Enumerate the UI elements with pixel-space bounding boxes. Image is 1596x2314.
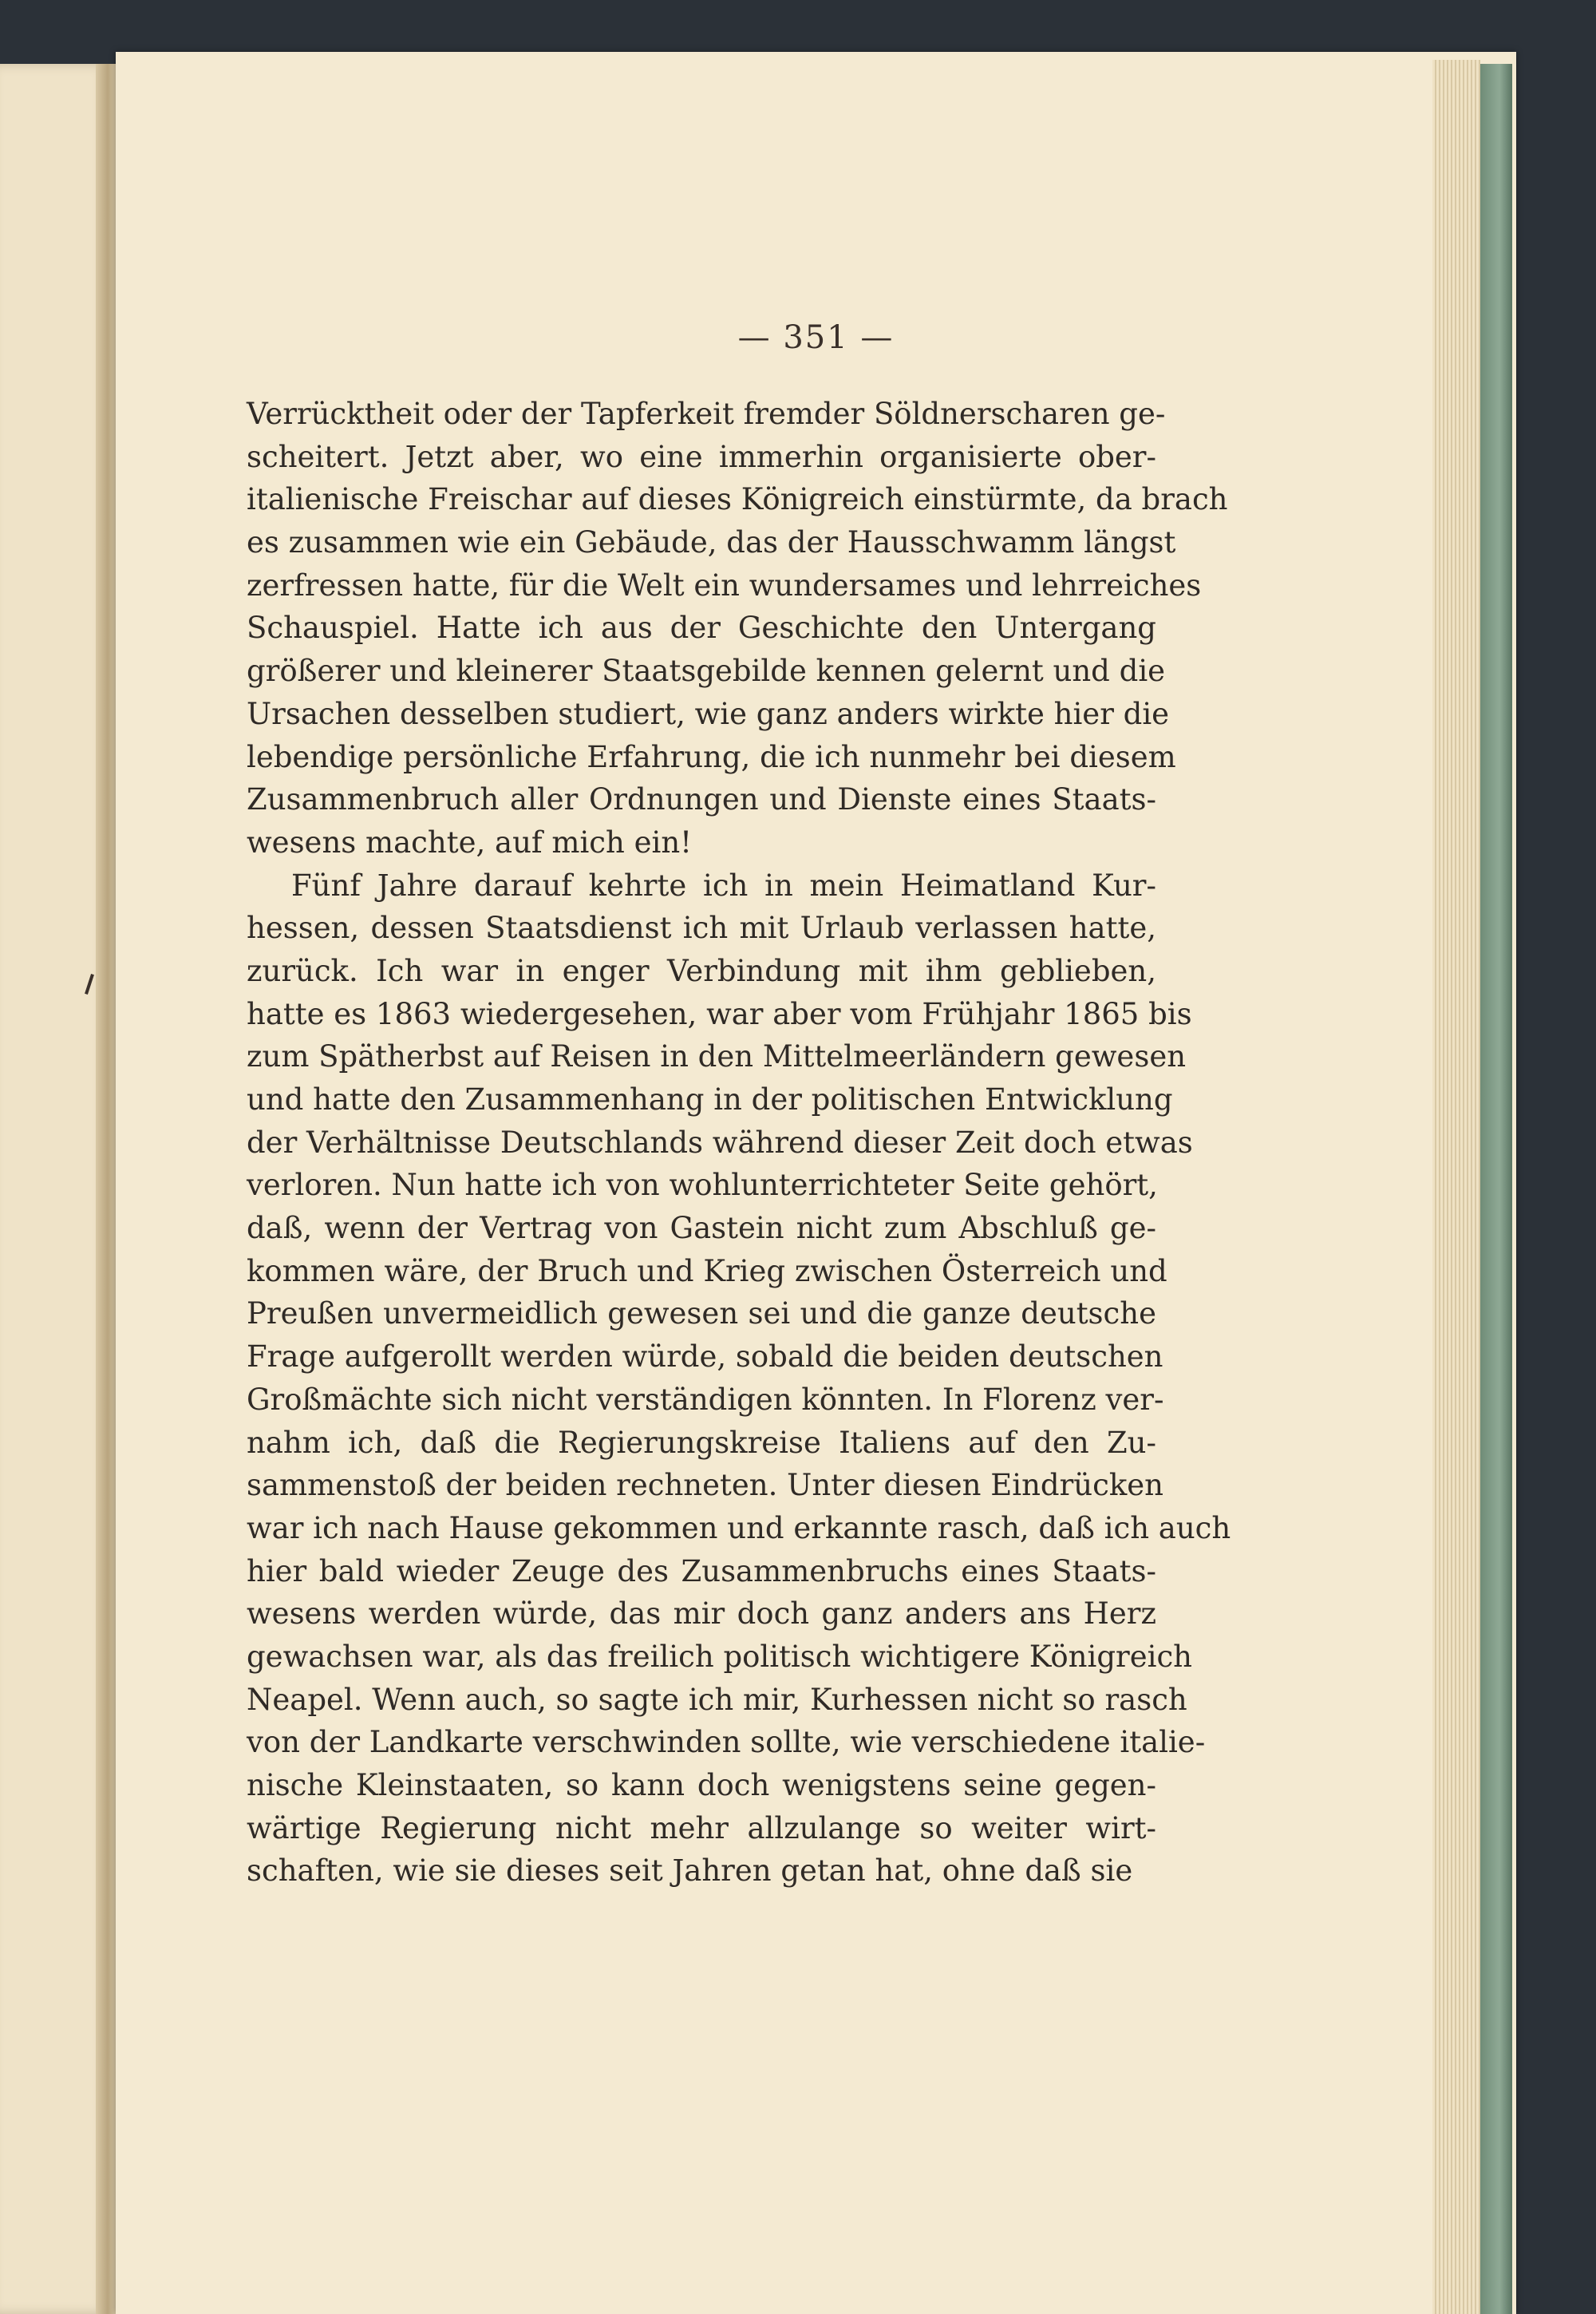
text-line: von der Landkarte verschwinden sollte, wie verschiedene italie- [247, 1725, 1206, 1760]
body-text [247, 393, 1231, 1893]
book-cover-edge [1480, 64, 1512, 2314]
text-line: Zusammenbruch aller Ordnungen und Dienste eines Staats- [247, 782, 1156, 817]
text-line: wesens machte, auf mich ein! [247, 825, 693, 860]
text-line: hatte es 1863 wiedergesehen, war aber vom Frühjahr 1865 bis [247, 996, 1192, 1031]
text-line: und hatte den Zusammenhang in der politischen Entwicklung [247, 1082, 1173, 1117]
text-line: Schauspiel. Hatte ich aus der Geschichte den Untergang [247, 611, 1156, 646]
text-line: Verrücktheit oder der Tapferkeit fremder Söldnerscharen ge- [247, 397, 1166, 431]
text-line: zum Spätherbst auf Reisen in den Mittelmeerländern gewesen [247, 1039, 1187, 1074]
text-line: nahm ich, daß die Regierungskreise Italiens auf den Zu- [247, 1425, 1156, 1460]
text-line: Großmächte sich nicht verständigen könnten. In Florenz ver- [247, 1382, 1164, 1417]
text-line: Preußen unvermeidlich gewesen sei und die ganze deutsche [247, 1296, 1156, 1331]
text-line: scheitert. Jetzt aber, wo eine immerhin organisierte ober- [247, 439, 1156, 474]
text-line: sammenstoß der beiden rechneten. Unter diesen Eindrücken [247, 1468, 1164, 1503]
page-edge-stack [1432, 60, 1480, 2314]
text-line: der Verhältnisse Deutschlands während dieser Zeit doch etwas [247, 1125, 1193, 1160]
text-line: wärtige Regierung nicht mehr allzulange so weiter wirt- [247, 1810, 1156, 1845]
text-line: es zusammen wie ein Gebäude, das der Hausschwamm längst [247, 525, 1176, 560]
text-line: italienische Freischar auf dieses Königreich einstürmte, da brach [247, 482, 1228, 517]
text-line: hessen, dessen Staatsdienst ich mit Urlaub verlassen hatte, [247, 911, 1156, 946]
text-line: lebendige persönliche Erfahrung, die ich nunmehr bei diesem [247, 739, 1176, 774]
text-line: schaften, wie sie dieses seit Jahren getan hat, ohne daß sie [247, 1853, 1133, 1889]
text-line: gewachsen war, als das freilich politisch wichtigere Königreich [247, 1639, 1192, 1674]
text-line: Fünf Jahre darauf kehrte ich in mein Heimatland Kur- [291, 868, 1156, 903]
text-line: war ich nach Hause gekommen und erkannte rasch, daß ich auch [247, 1510, 1231, 1545]
text-line: hier bald wieder Zeuge des Zusammenbruchs eines Staats- [247, 1553, 1156, 1588]
text-line: zerfressen hatte, für die Welt ein wundersames und lehrreiches [247, 568, 1202, 603]
text-line: wesens werden würde, das mir doch ganz anders ans Herz [247, 1596, 1156, 1632]
text-line: daß, wenn der Vertrag von Gastein nicht zum Abschluß ge- [247, 1211, 1156, 1246]
text-line: größerer und kleinerer Staatsgebilde kennen gelernt und die [247, 654, 1166, 689]
text-line: zurück. Ich war in enger Verbindung mit ihm geblieben, [247, 953, 1156, 988]
text-line: Frage aufgerollt werden würde, sobald die beiden deutschen [247, 1339, 1163, 1375]
text-line: kommen wäre, der Bruch und Krieg zwischen Österreich und [247, 1253, 1167, 1288]
text-line: Ursachen desselben studiert, wie ganz anders wirkte hier die [247, 696, 1170, 731]
text-line: Neapel. Wenn auch, so sagte ich mir, Kurhessen nicht so rasch [247, 1682, 1187, 1717]
page-number-header: — 351 — [737, 319, 895, 356]
text-line: nische Kleinstaaten, so kann doch wenigstens seine gegen- [247, 1768, 1156, 1802]
left-page-edge [0, 64, 112, 2314]
text-line: verloren. Nun hatte ich von wohlunterrichteter Seite gehört, [247, 1168, 1158, 1203]
